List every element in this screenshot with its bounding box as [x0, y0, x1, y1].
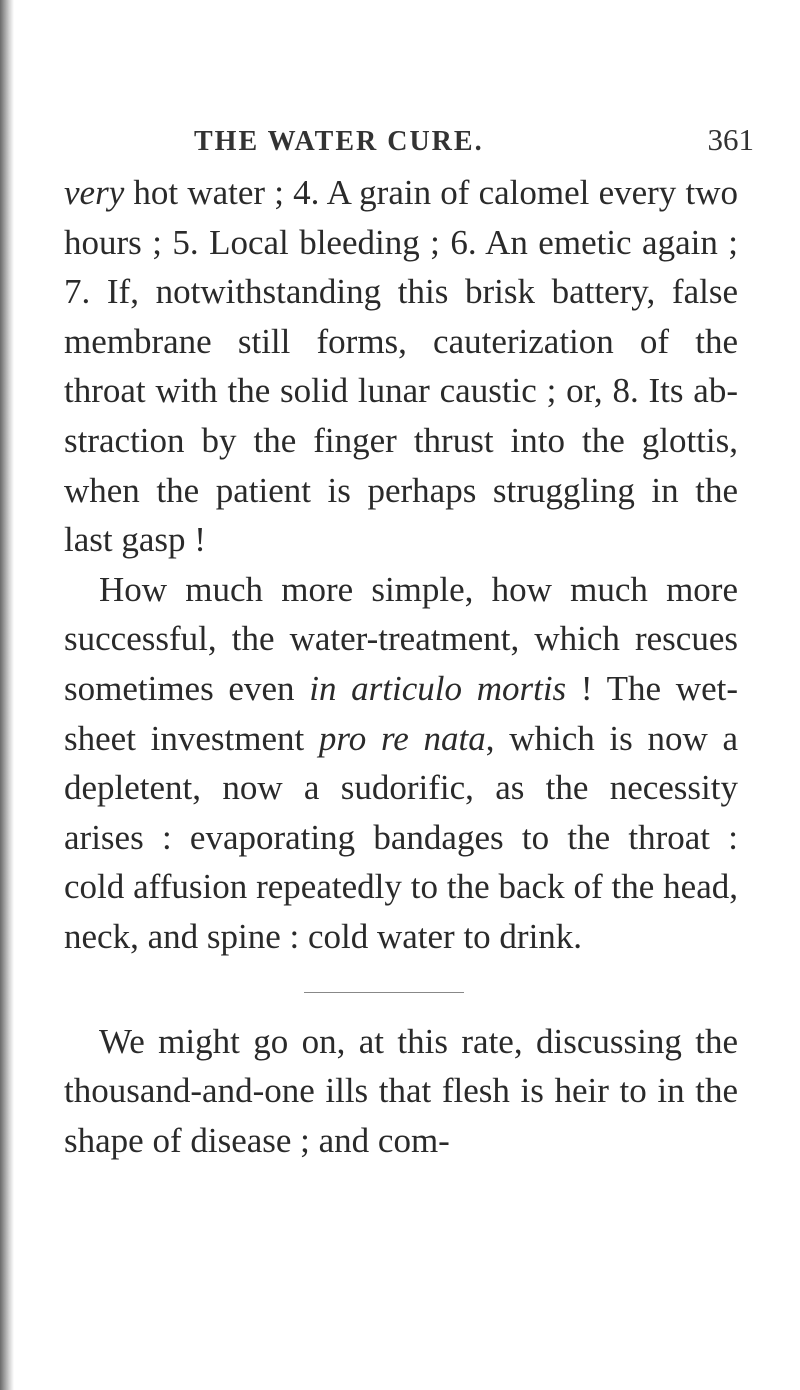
- book-page: [42, 0, 764, 1390]
- section-divider: [304, 992, 464, 993]
- page-gutter-shadow: [0, 0, 14, 1390]
- paragraph-1: [64, 168, 738, 565]
- text-italic: in articulo mortis: [309, 668, 567, 708]
- body-text: [64, 168, 738, 1165]
- text-run: How much more simple, how much more successful, the water-treatment, which rescues sometimes even: [64, 569, 738, 708]
- paragraph-3: [64, 1017, 738, 1166]
- page-header: [194, 116, 754, 156]
- page-number: 361: [707, 122, 754, 157]
- running-title: THE WATER CURE.: [194, 126, 484, 157]
- text-italic: pro re nata: [318, 718, 486, 758]
- text-italic: very: [64, 173, 125, 212]
- paragraph-2: [64, 565, 738, 962]
- text-run: hot water ; 4. A grain of calomel every two hours ; 5. Local bleeding ; 6. An emetic again ; 7. If, notwithstanding this brisk battery, false membrane still forms, cauterization of the throat with the solid lunar caustic ; or, 8. Its abstraction by the finger thrust into the glottis, when the patient is perhaps struggling in the last gasp !: [64, 173, 738, 560]
- text-run: We might go on, at this rate, discussing the thousand-and-one ills that flesh is heir to in the shape of disease ; and com-: [64, 1021, 738, 1160]
- text-run: , which is now a depletent, now a sudorific, as the necessity arises : evaporating bandages to the throat : cold affusion repeatedly to the back of the head, neck, and spine : cold water to drink.: [64, 718, 738, 956]
- text-run: ! The wet-sheet investment: [64, 668, 738, 758]
